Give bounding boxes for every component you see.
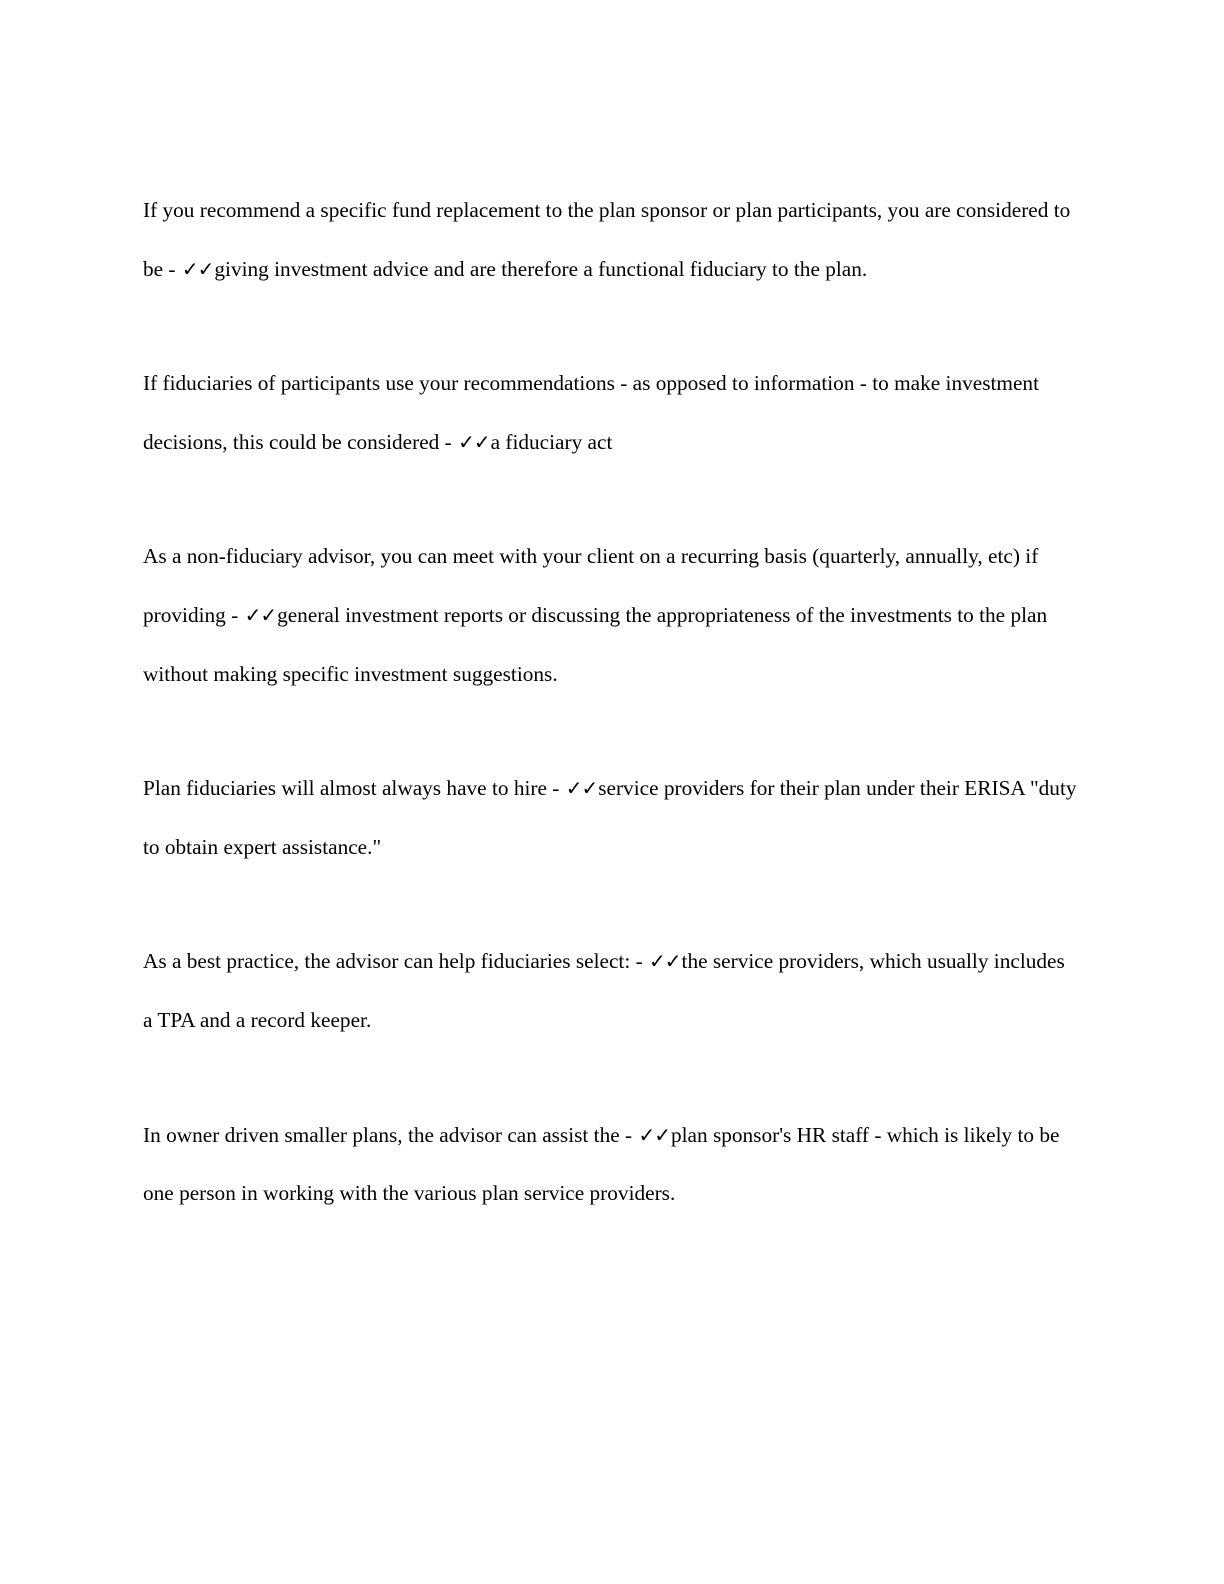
answer-text: general investment reports or discussing the appropriateness of the investments to the plan without making specific investment suggestions. [143,602,1048,686]
qa-item [143,1106,1078,1223]
qa-item [143,932,1078,1049]
double-check-icon: ✓✓ [565,776,598,801]
question-text: If you recommend a specific fund replacement to the plan sponsor or plan participants, you are considered to be - [143,198,1071,281]
question-text: Plan fiduciaries will almost always have to hire - [143,776,560,801]
answer-text: the service providers, which usually includes a TPA and a record keeper. [143,949,1065,1032]
question-text: In owner driven smaller plans, the advisor can assist the - [143,1122,633,1147]
double-check-icon: ✓✓ [181,256,214,281]
double-check-icon: ✓✓ [458,429,490,454]
qa-item [143,759,1078,876]
answer-text: a fiduciary act [490,429,613,454]
answer-text: plan sponsor's HR staff - which is likely to be one person in working with the various plan service providers. [143,1122,1060,1206]
qa-item [143,181,1078,298]
question-text: If fiduciaries of participants use your recommendations - as opposed to information - to make investment decisions, this could be considered - [143,371,1039,454]
double-check-icon: ✓✓ [638,1122,670,1147]
qa-item [143,354,1078,471]
double-check-icon: ✓✓ [244,602,277,627]
double-check-icon: ✓✓ [649,949,681,974]
answer-text: service providers for their plan under their ERISA "duty to obtain expert assistance." [143,776,1077,859]
question-text: As a non-fiduciary advisor, you can meet with your client on a recurring basis (quarterly, annually, etc) if providing - [143,544,1039,627]
answer-text: giving investment advice and are therefore a functional fiduciary to the plan. [214,256,868,281]
document-body [143,181,1078,1279]
qa-item [143,527,1078,703]
question-text: As a best practice, the advisor can help fiduciaries select: - [143,949,643,974]
